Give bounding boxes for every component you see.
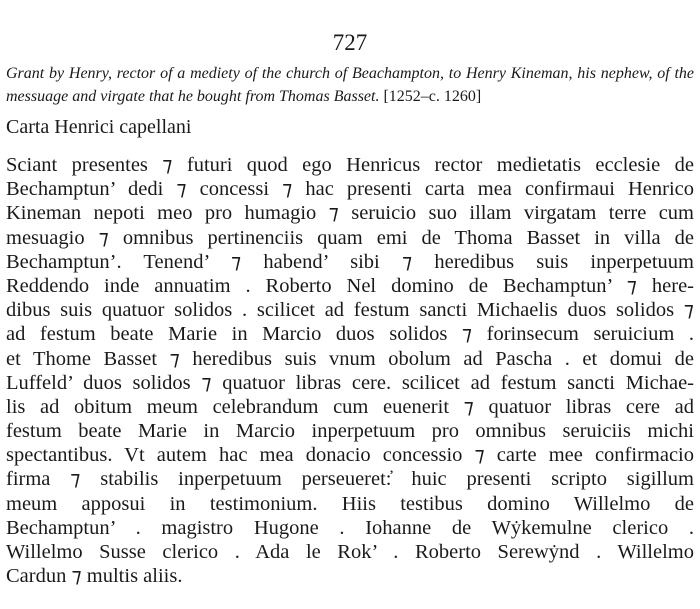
text-line: ad festum beate Marie in Marcio duos solidos ⁊ forinsecum seruicium . [6, 323, 694, 346]
text-line: festum beate Marie in Marcio inperpetuum pro omnibus seruiciis michi [6, 420, 694, 443]
charter-text [6, 153, 694, 588]
text-line: Bechamptun’ dedi ⁊ concessi ⁊ hac presenti carta mea confirmaui Henrico [6, 178, 694, 201]
charter-heading: Carta Henrici capellani [6, 116, 192, 138]
text-line: Luffeld’ duos solidos ⁊ quatuor libras cere. scilicet ad festum sancti Michae- [6, 371, 694, 394]
text-line: Bechamptun’ . magistro Hugone . Iohanne de Wẏkemulne clerico . [6, 516, 694, 539]
editorial-summary [6, 62, 694, 108]
text-line: mesuagio ⁊ omnibus pertinenciis quam emi de Thoma Basset in villa de [6, 226, 694, 249]
summary-date: [1252–c. 1260] [379, 88, 482, 105]
text-line: lis ad obitum meum celebrandum cum euenerit ⁊ quatuor libras cere ad [6, 395, 694, 418]
text-line: Bechamptun’. Tenend’ ⁊ habend’ sibi ⁊ heredibus suis inperpetuum [6, 250, 694, 273]
text-line: Willelmo Susse clerico . Ada le Rok’ . Roberto Serewẏnd . Willelmo [6, 541, 694, 563]
text-line: firma ⁊ stabilis inperpetuum perseueret:̓ huic presenti scripto sigillum [6, 468, 694, 491]
text-line: Cardun ⁊ multis aliis. [6, 565, 183, 588]
summary-text: Grant by Henry, rector of a mediety of the church of Beachampton, to Henry Kineman, his nephew, of the messuage and virgate that he bought from Thomas Basset. [6, 65, 694, 105]
text-line: Sciant presentes ⁊ futuri quod ego Henricus rector medietatis ecclesie de [6, 154, 694, 176]
text-line: meum apposui in testimonium. Hiis testibus domino Willelmo de [6, 492, 694, 515]
text-line: et Thome Basset ⁊ heredibus suis vnum obolum ad Pascha . et domui de [6, 347, 694, 370]
text-line: spectantibus. Vt autem hac mea donacio concessio ⁊ carte mee confirmacio [6, 444, 694, 467]
text-line: dibus suis quatuor solidos . scilicet ad festum sancti Michaelis duos solidos ⁊ [6, 299, 694, 322]
text-line: Reddendo inde annuatim . Roberto Nel domino de Bechamptun’ ⁊ here- [6, 274, 694, 297]
text-line: Kineman nepoti meo pro humagio ⁊ seruicio suo illam virgatam terre cum [6, 202, 694, 225]
document-number: 727 [332, 30, 368, 55]
